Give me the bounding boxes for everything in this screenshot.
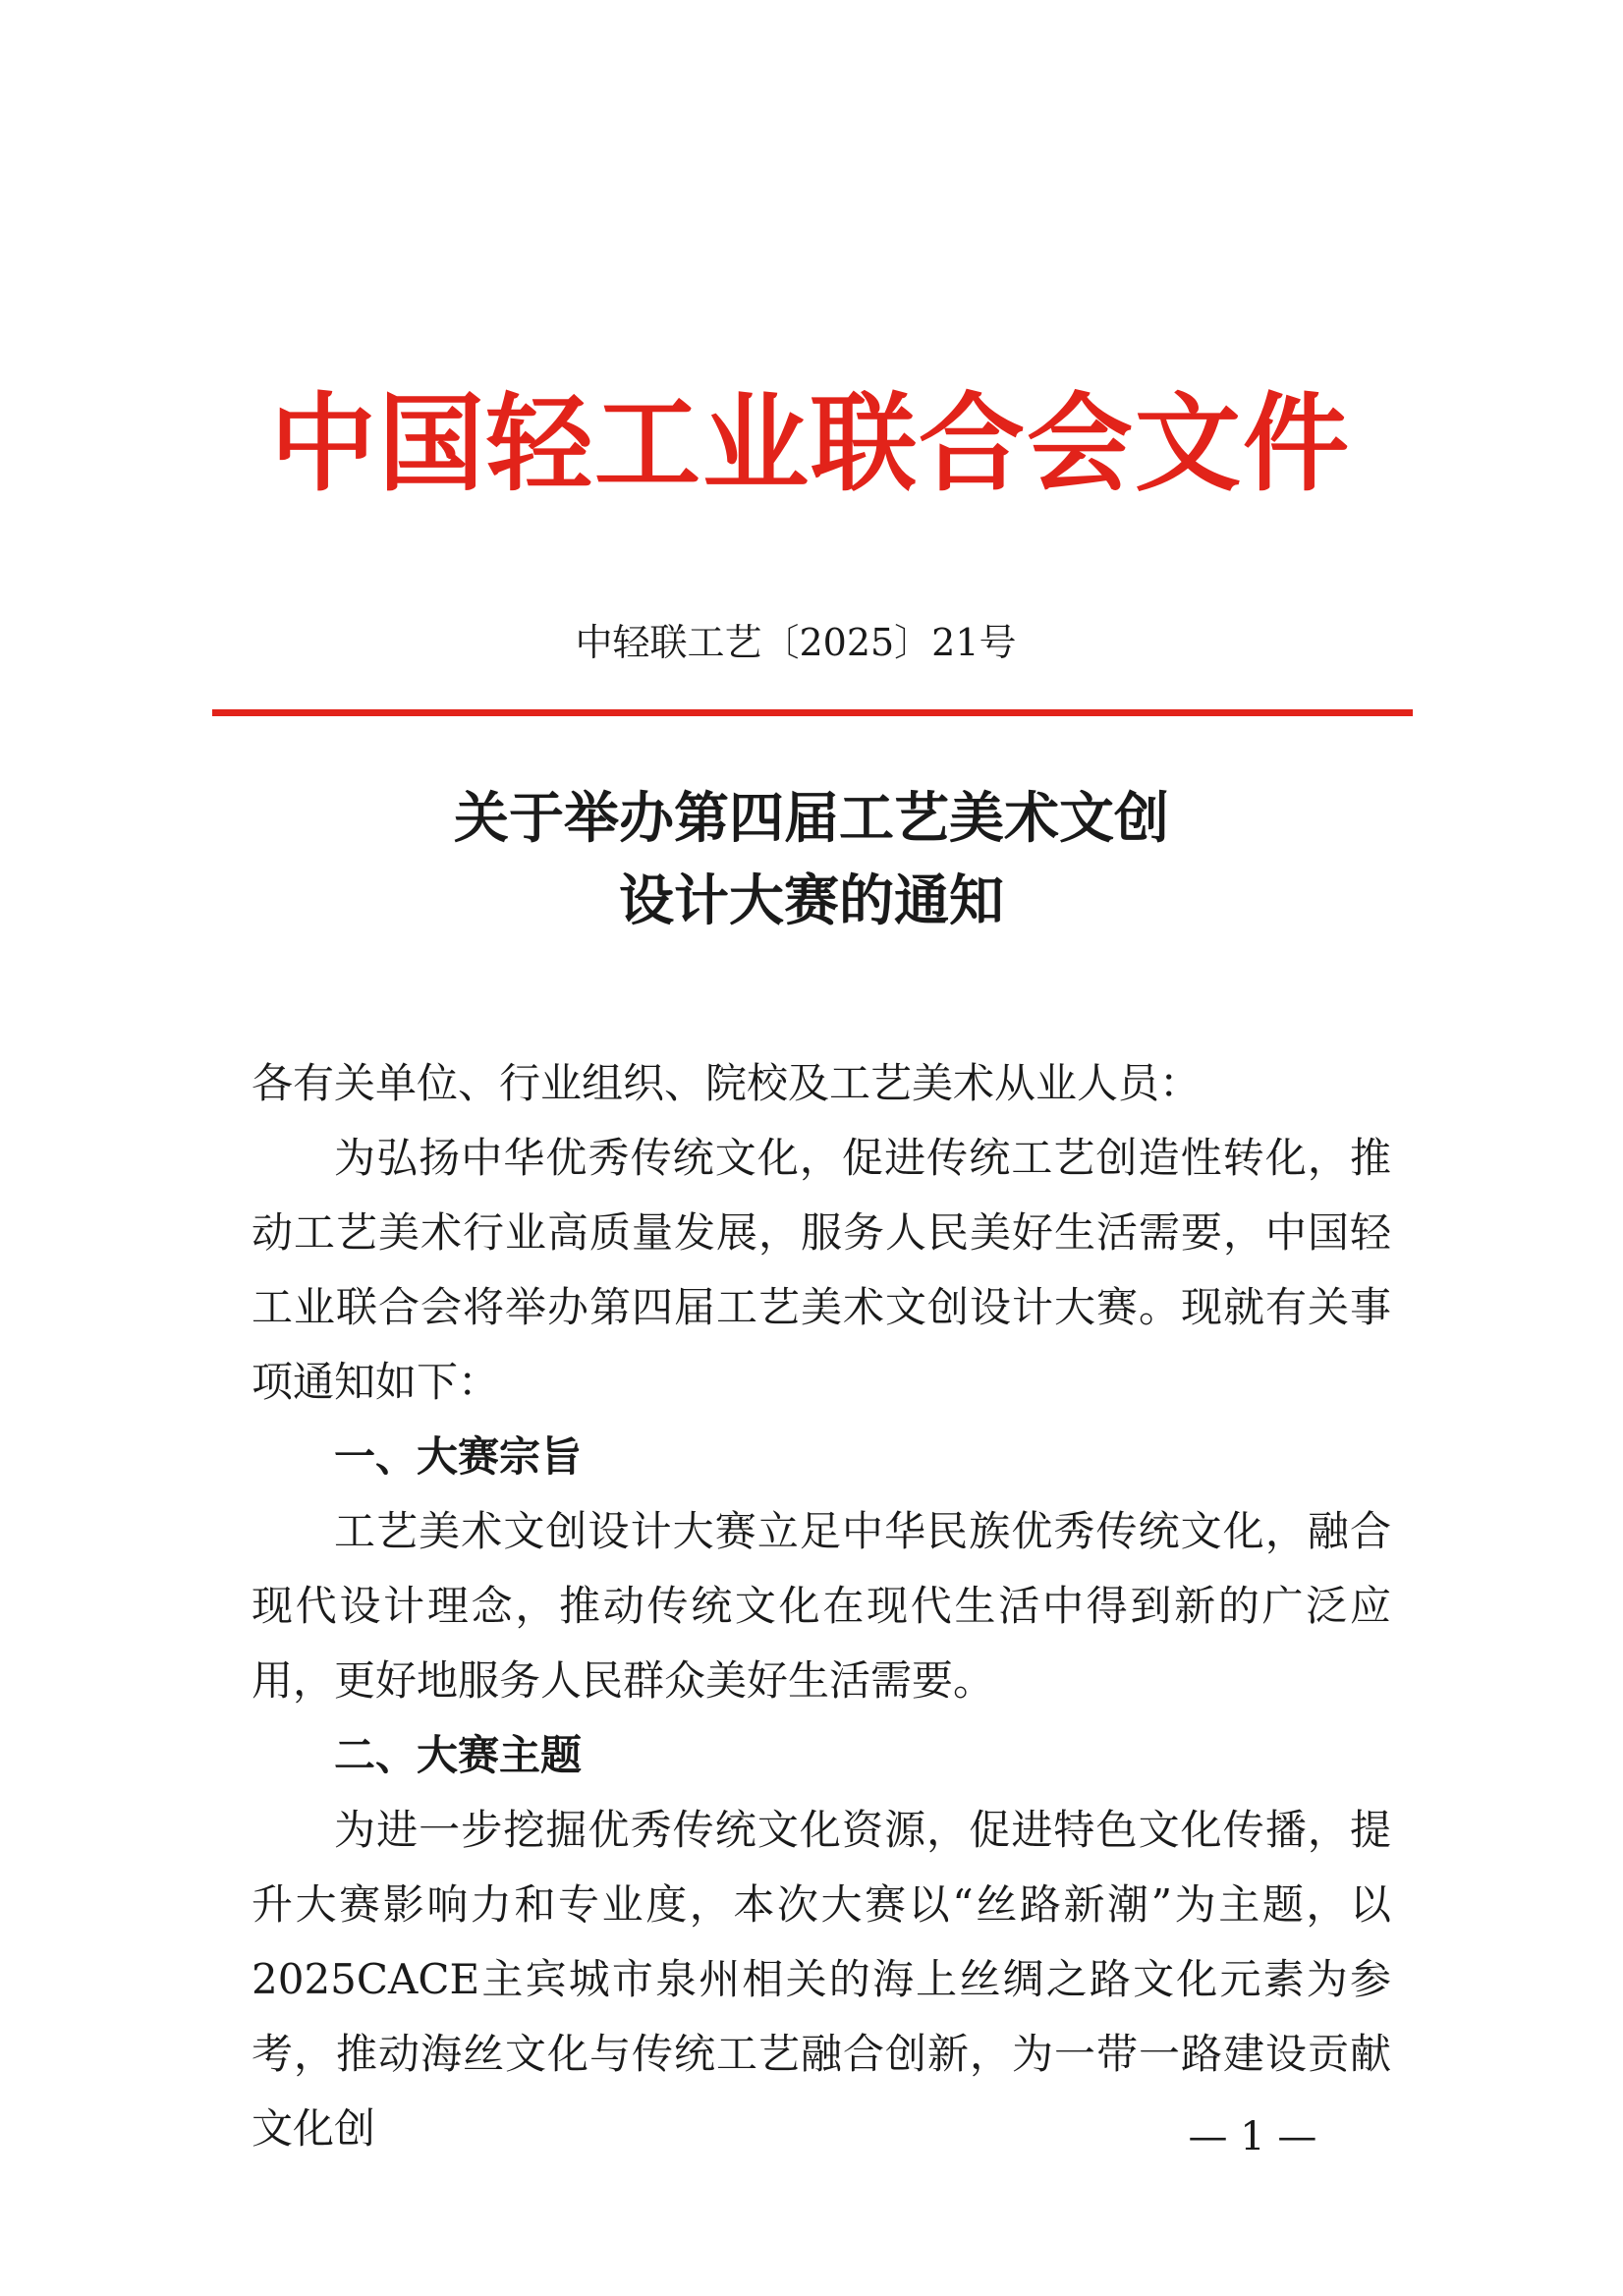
red-divider-rule — [212, 709, 1413, 716]
document-title — [295, 778, 1328, 943]
document-title-line-1: 关于举办第四届工艺美术文创 — [454, 787, 1169, 851]
page-number: — 1 — — [1188, 2114, 1317, 2159]
document-title-line-2: 设计大赛的通知 — [619, 869, 1004, 933]
section-heading-1: 一、大赛宗旨 — [334, 1432, 583, 1481]
section-paragraph-1: 工艺美术文创设计大赛立足中华民族优秀传统文化，融合现代设计理念，推动传统文化在现代生活中得到新的广泛应用，更好地服务人民群众美好生活需要。 — [252, 1507, 1391, 1705]
section-paragraph-2: 为进一步挖掘优秀传统文化资源，促进特色文化传播，提升大赛影响力和专业度，本次大赛以“丝路新潮”为主题，以2025CACE主宾城市泉州相关的海上丝绸之路文化元素为参考，推动海丝文化与传统工艺融合创新，为一带一路建设贡献文化创 — [252, 1806, 1391, 2153]
org-header-title: 中国轻工业联合会文件 — [269, 383, 1351, 506]
salutation: 各有关单位、行业组织、院校及工艺美术从业人员： — [252, 1059, 1202, 1107]
section-heading-2: 二、大赛主题 — [334, 1731, 583, 1779]
document-number: 中轻联工艺〔2025〕21号 — [575, 621, 1017, 664]
intro-paragraph: 为弘扬中华优秀传统文化，促进传统工艺创造性转化，推动工艺美术行业高质量发展，服务人民美好生活需要，中国轻工业联合会将举办第四届工艺美术文创设计大赛。现就有关事项通知如下： — [252, 1134, 1391, 1406]
document-body — [252, 1046, 1391, 2166]
